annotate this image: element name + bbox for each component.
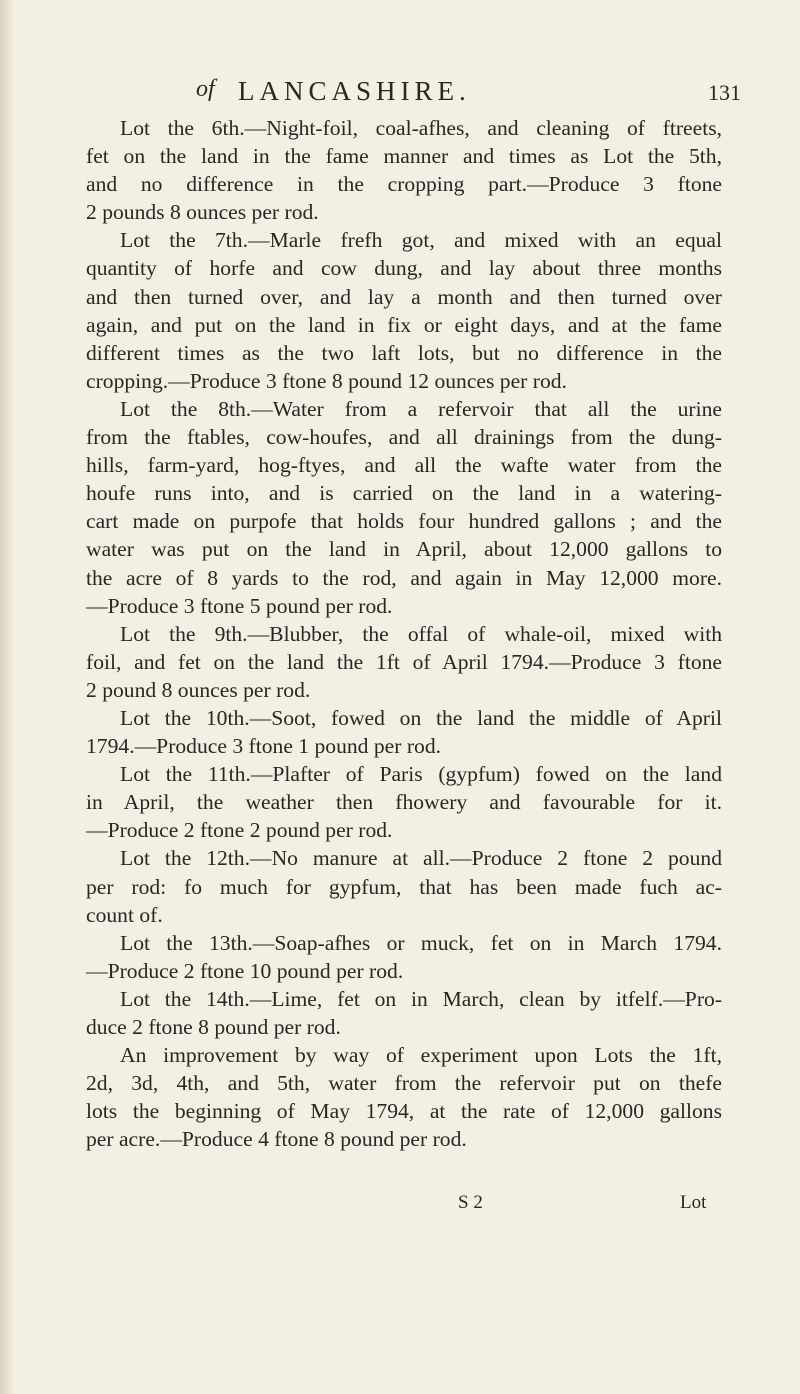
- text-line: An improvement by way of experiment upon Lots the 1ft,: [120, 1043, 722, 1068]
- text-line: 2 pound 8 ounces per rod.: [86, 677, 311, 702]
- text-line: lots the beginning of May 1794, at the rate of 12,000 gallons: [86, 1099, 722, 1124]
- text-line: —Produce 2 ftone 10 pound per rod.: [86, 958, 404, 983]
- text-line: and no difference in the cropping part.—Produce 3 ftone: [86, 172, 722, 197]
- text-line: Lot the 13th.—Soap-afhes or muck, fet on in March 1794.: [120, 930, 722, 955]
- text-line: per acre.—Produce 4 ftone 8 pound per rod.: [86, 1127, 467, 1152]
- header-of: of: [196, 76, 215, 102]
- page-gutter-shadow: [0, 0, 14, 1394]
- text-line: the acre of 8 yards to the rod, and again in May 12,000 more.: [86, 565, 722, 590]
- text-line: from the ftables, cow-houfes, and all drainings from the dung-: [86, 425, 722, 450]
- text-line: Lot the 9th.—Blubber, the offal of whale-oil, mixed with: [120, 621, 722, 646]
- text-line: duce 2 ftone 8 pound per rod.: [86, 1015, 341, 1039]
- text-line: Lot the 8th.—Water from a refervoir that all the urine: [120, 396, 722, 421]
- text-line: different times as the two laft lots, but no difference in the: [86, 340, 722, 365]
- text-line: Lot the 7th.—Marle frefh got, and mixed with an equal: [120, 228, 722, 253]
- text-line: per rod: fo much for gypfum, that has been made fuch ac-: [86, 874, 722, 899]
- text-line: foil, and fet on the land the 1ft of April 1794.—Produce 3 ftone: [86, 649, 722, 674]
- signature-mark: S 2: [458, 1192, 483, 1213]
- text-line: fet on the land in the fame manner and times as Lot the 5th,: [86, 144, 722, 169]
- text-line: Lot the 10th.—Soot, fowed on the land the middle of April: [120, 705, 722, 730]
- text-line: in April, the weather then fhowery and favourable for it.: [86, 790, 722, 815]
- text-line: Lot the 14th.—Lime, fet on in March, clean by itfelf.—Pro-: [120, 986, 722, 1011]
- text-line: water was put on the land in April, about 12,000 gallons to: [86, 537, 722, 562]
- text-line: Lot the 6th.—Night-foil, coal-afhes, and cleaning of ftreets,: [120, 116, 722, 140]
- text-line: —Produce 3 ftone 5 pound per rod.: [86, 593, 393, 618]
- catchword: Lot: [680, 1192, 707, 1213]
- text-line: 2 pounds 8 ounces per rod.: [86, 200, 319, 225]
- text-line: quantity of horfe and cow dung, and lay about three months: [86, 256, 722, 281]
- text-line: houfe runs into, and is carried on the land in a watering-: [86, 481, 722, 506]
- running-header: [0, 76, 800, 106]
- header-title: LANCASHIRE.: [238, 76, 471, 106]
- page-number: 131: [708, 80, 741, 105]
- text-line: 1794.—Produce 3 ftone 1 pound per rod.: [86, 734, 442, 759]
- text-line: Lot the 12th.—No manure at all.—Produce 2 ftone 2 pound: [120, 846, 722, 871]
- page-footer: [0, 1192, 800, 1222]
- text-line: —Produce 2 ftone 2 pound per rod.: [86, 818, 393, 843]
- text-line: and then turned over, and lay a month and then turned over: [86, 284, 722, 309]
- text-line: cropping.—Produce 3 ftone 8 pound 12 ounces per rod.: [86, 368, 567, 393]
- text-line: Lot the 11th.—Plafter of Paris (gypfum) fowed on the land: [120, 762, 722, 787]
- body-text: [86, 114, 722, 1153]
- text-line: count of.: [86, 902, 163, 927]
- text-line: again, and put on the land in fix or eight days, and at the fame: [86, 312, 722, 337]
- text-line: 2d, 3d, 4th, and 5th, water from the refervoir put on thefe: [86, 1071, 722, 1096]
- text-line: cart made on purpofe that holds four hundred gallons ; and the: [86, 509, 722, 534]
- text-line: hills, farm-yard, hog-ftyes, and all the wafte water from the: [86, 453, 722, 478]
